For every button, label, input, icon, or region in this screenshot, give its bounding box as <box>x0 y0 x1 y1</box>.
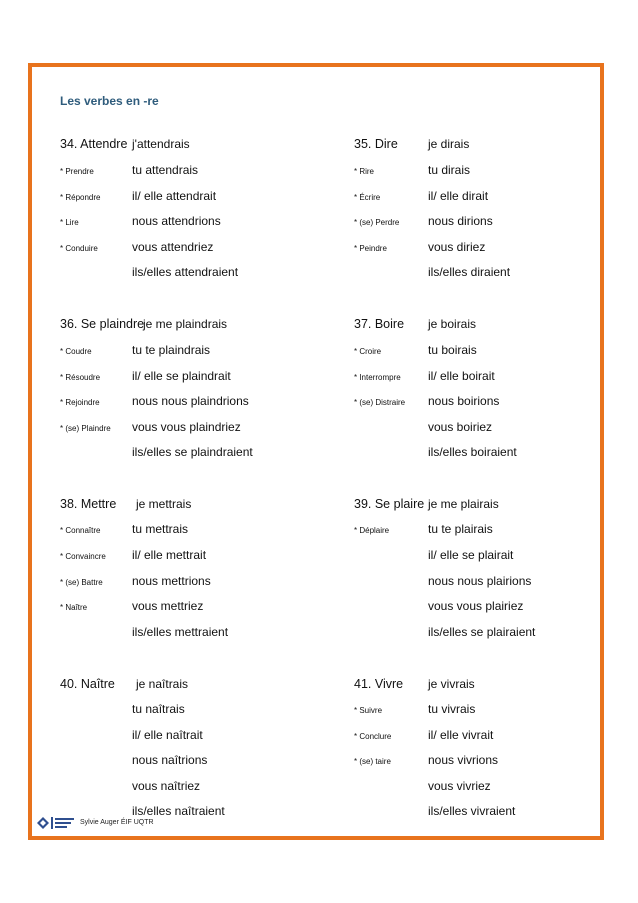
conjugation-form: je dirais <box>428 137 470 151</box>
related-verb: * (se) taire <box>354 757 391 766</box>
related-verb: * Conclure <box>354 732 392 741</box>
conjugation-form: nous dirions <box>428 214 493 228</box>
related-verb: * Interrompre <box>354 373 401 382</box>
conjugation-form: nous nous plairions <box>428 574 532 588</box>
related-verb: * Coudre <box>60 347 92 356</box>
conjugation-form: il/ elle naîtrait <box>132 728 203 742</box>
verb-heading: 35. Dire <box>354 137 398 151</box>
verb-heading: 40. Naître <box>60 677 115 691</box>
conjugation-form: tu vivrais <box>428 702 476 716</box>
conjugation-form: tu te plairais <box>428 522 493 536</box>
conjugation-form: tu te plaindrais <box>132 343 211 357</box>
related-verb: * Connaître <box>60 526 101 535</box>
conjugation-form: tu naîtrais <box>132 702 185 716</box>
verb-heading: 41. Vivre <box>354 677 404 691</box>
verb-heading: 39. Se plaire <box>354 497 425 511</box>
related-verb: * (se) Plaindre <box>60 424 111 433</box>
conjugation-form: j'attendrais <box>132 137 190 151</box>
conjugation-form: ils/elles se plairaient <box>428 625 536 639</box>
conjugation-form: ils/elles vivraient <box>428 804 516 818</box>
related-verb: * (se) Distraire <box>354 398 406 407</box>
verb-heading: 34. Attendre <box>60 137 128 151</box>
conjugation-form: je me plaindrais <box>143 317 228 331</box>
related-verb: * Déplaire <box>354 526 390 535</box>
conjugation-form: il/ elle se plaindrait <box>132 369 231 383</box>
conjugation-form: vous vivriez <box>428 779 491 793</box>
conjugation-form: tu mettrais <box>132 522 189 536</box>
conjugation-form: vous attendriez <box>132 240 214 254</box>
verb-heading: 37. Boire <box>354 317 405 331</box>
conjugation-form: ils/elles se plaindraient <box>132 445 253 459</box>
conjugation-form: nous naîtrions <box>132 753 208 767</box>
related-verb: * Conduire <box>60 244 98 253</box>
conjugation-form: vous naîtriez <box>132 779 201 793</box>
conjugation-form: vous vous plairiez <box>428 599 524 613</box>
conjugation-form: ils/elles diraient <box>428 265 511 279</box>
conjugation-form: je naîtrais <box>136 677 189 691</box>
related-verb: * Convaincre <box>60 552 106 561</box>
conjugation-form: nous mettrions <box>132 574 211 588</box>
related-verb: * Peindre <box>354 244 387 253</box>
conjugation-form: nous boirions <box>428 394 500 408</box>
verb-heading: 38. Mettre <box>60 497 117 511</box>
related-verb: * Rire <box>354 167 375 176</box>
page-border <box>28 63 604 840</box>
conjugation-form: je mettrais <box>136 497 192 511</box>
conjugation-form: je vivrais <box>428 677 475 691</box>
conjugation-form: je me plairais <box>428 497 499 511</box>
related-verb: * Rejoindre <box>60 398 100 407</box>
conjugation-form: il/ elle vivrait <box>428 728 494 742</box>
conjugation-form: nous vivrions <box>428 753 499 767</box>
page-title: Les verbes en -re <box>60 94 159 108</box>
conjugation-form: je boirais <box>428 317 477 331</box>
conjugation-form: il/ elle attendrait <box>132 189 217 203</box>
conjugation-form: vous boiriez <box>428 420 493 434</box>
related-verb: * Croire <box>354 347 382 356</box>
conjugation-form: ils/elles naîtraient <box>132 804 225 818</box>
related-verb: * Suivre <box>354 706 383 715</box>
related-verb: * Résoudre <box>60 373 101 382</box>
conjugation-form: ils/elles attendraient <box>132 265 239 279</box>
footer-credit: Sylvie Auger ÉIF UQTR <box>80 819 154 826</box>
related-verb: * Naître <box>60 603 88 612</box>
conjugation-form: ils/elles mettraient <box>132 625 229 639</box>
conjugation-form: il/ elle mettrait <box>132 548 207 562</box>
conjugation-form: il/ elle boirait <box>428 369 495 383</box>
conjugation-form: vous diriez <box>428 240 486 254</box>
related-verb: * (se) Perdre <box>354 218 400 227</box>
related-verb: * Prendre <box>60 167 94 176</box>
conjugation-form: tu boirais <box>428 343 477 357</box>
related-verb: * Lire <box>60 218 79 227</box>
related-verb: * (se) Battre <box>60 578 103 587</box>
conjugation-form: nous nous plaindrions <box>132 394 249 408</box>
conjugation-form: il/ elle dirait <box>428 189 489 203</box>
related-verb: * Écrire <box>354 193 381 202</box>
conjugation-form: il/ elle se plairait <box>428 548 514 562</box>
conjugation-form: tu dirais <box>428 163 471 177</box>
conjugation-form: vous mettriez <box>132 599 204 613</box>
verb-heading: 36. Se plaindre <box>60 317 145 331</box>
conjugation-form: ils/elles boiraient <box>428 445 517 459</box>
conjugation-form: vous vous plaindriez <box>132 420 241 434</box>
conjugation-form: nous attendrions <box>132 214 221 228</box>
school-logo <box>36 814 76 832</box>
school-logo-icon <box>36 814 76 832</box>
related-verb: * Répondre <box>60 193 101 202</box>
conjugation-form: tu attendrais <box>132 163 199 177</box>
